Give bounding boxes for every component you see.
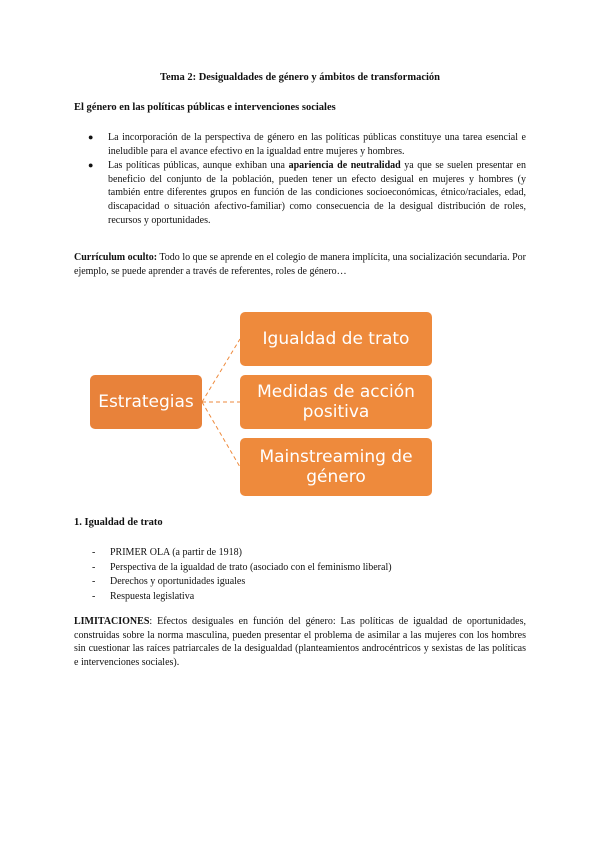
section-heading-genero: El género en las políticas públicas e intervenciones sociales — [74, 102, 336, 113]
section-heading-igualdad: 1. Igualdad de trato — [74, 517, 163, 528]
diagram-node-igualdad-trato: Igualdad de trato — [240, 312, 432, 366]
curriculum-paragraph — [74, 251, 526, 278]
list-item — [74, 590, 392, 605]
curriculum-text: Todo lo que se aprende en el colegio de manera implícita, una socialización secundaria. Por ejemplo, se puede aprender a través de referentes, roles de género… — [74, 252, 526, 277]
curriculum-label: Currículum oculto: — [74, 252, 158, 263]
dash-icon: - — [92, 590, 96, 602]
bullet-list — [74, 131, 526, 228]
list-item-text: Derechos y oportunidades iguales — [110, 576, 246, 588]
bullet-item — [74, 131, 526, 158]
bullet-text-post: ya que se suelen presentar en beneficio del conjunto de la población, pueden tener un efecto desigual en mujeres y hombres (y también entre diferentes grupos en función de las condiciones socioeconómicas, étnico/raciales, edad, discapacidad o situación afectivo-familiar) como consecuencia de la desigual distribución de roles, recursos y oportunidades. — [108, 160, 526, 226]
dash-icon: - — [92, 547, 96, 558]
list-item-text: PRIMER OLA (a partir de 1918) — [110, 547, 242, 558]
connector-line-c — [202, 402, 240, 467]
dash-list — [74, 546, 392, 604]
limitaciones-paragraph — [74, 615, 526, 669]
bullet-text: La incorporación de la perspectiva de género en las políticas públicas constituye una tarea esencial e ineludible para el avance efectivo en la igualdad entre mujeres y hombres. — [108, 132, 526, 157]
limitaciones-label: LIMITACIONES — [74, 616, 150, 627]
bullet-icon: ● — [88, 160, 94, 171]
bullet-text-pre: Las políticas públicas, aunque exhiban una — [108, 160, 289, 172]
list-item — [74, 561, 392, 576]
diagram-node-mainstreaming: Mainstreaming de género — [240, 438, 432, 496]
list-item — [74, 575, 392, 590]
strategies-diagram — [90, 308, 450, 496]
limitaciones-text: : Efectos desiguales en función del género: Las políticas de igualdad de oportunidades, construidas sobre la norma masculina, pueden presentar el problema de asimilar a las mujeres con los hombres sin cuestionar las raíces patriarcales de la desigualdad (planteamientos androcéntricos y sexistas de las políticas e intervenciones sociales). — [74, 616, 526, 668]
list-item-text: Perspectiva de la igualdad de trato (asociado con el feminismo liberal) — [110, 561, 392, 573]
bullet-icon: ● — [88, 132, 94, 142]
document-title: Tema 2: Desigualdades de género y ámbitos de transformación — [160, 72, 440, 83]
bullet-item — [74, 159, 526, 227]
diagram-node-accion-positiva: Medidas de acción positiva — [240, 375, 432, 429]
connector-line-a — [202, 339, 240, 402]
list-item-text: Respuesta legislativa — [110, 590, 195, 602]
dash-icon: - — [92, 561, 96, 573]
bullet-text-bold: apariencia de neutralidad — [288, 160, 401, 172]
diagram-node-root: Estrategias — [90, 375, 202, 429]
list-item — [74, 546, 392, 561]
dash-icon: - — [92, 576, 96, 588]
